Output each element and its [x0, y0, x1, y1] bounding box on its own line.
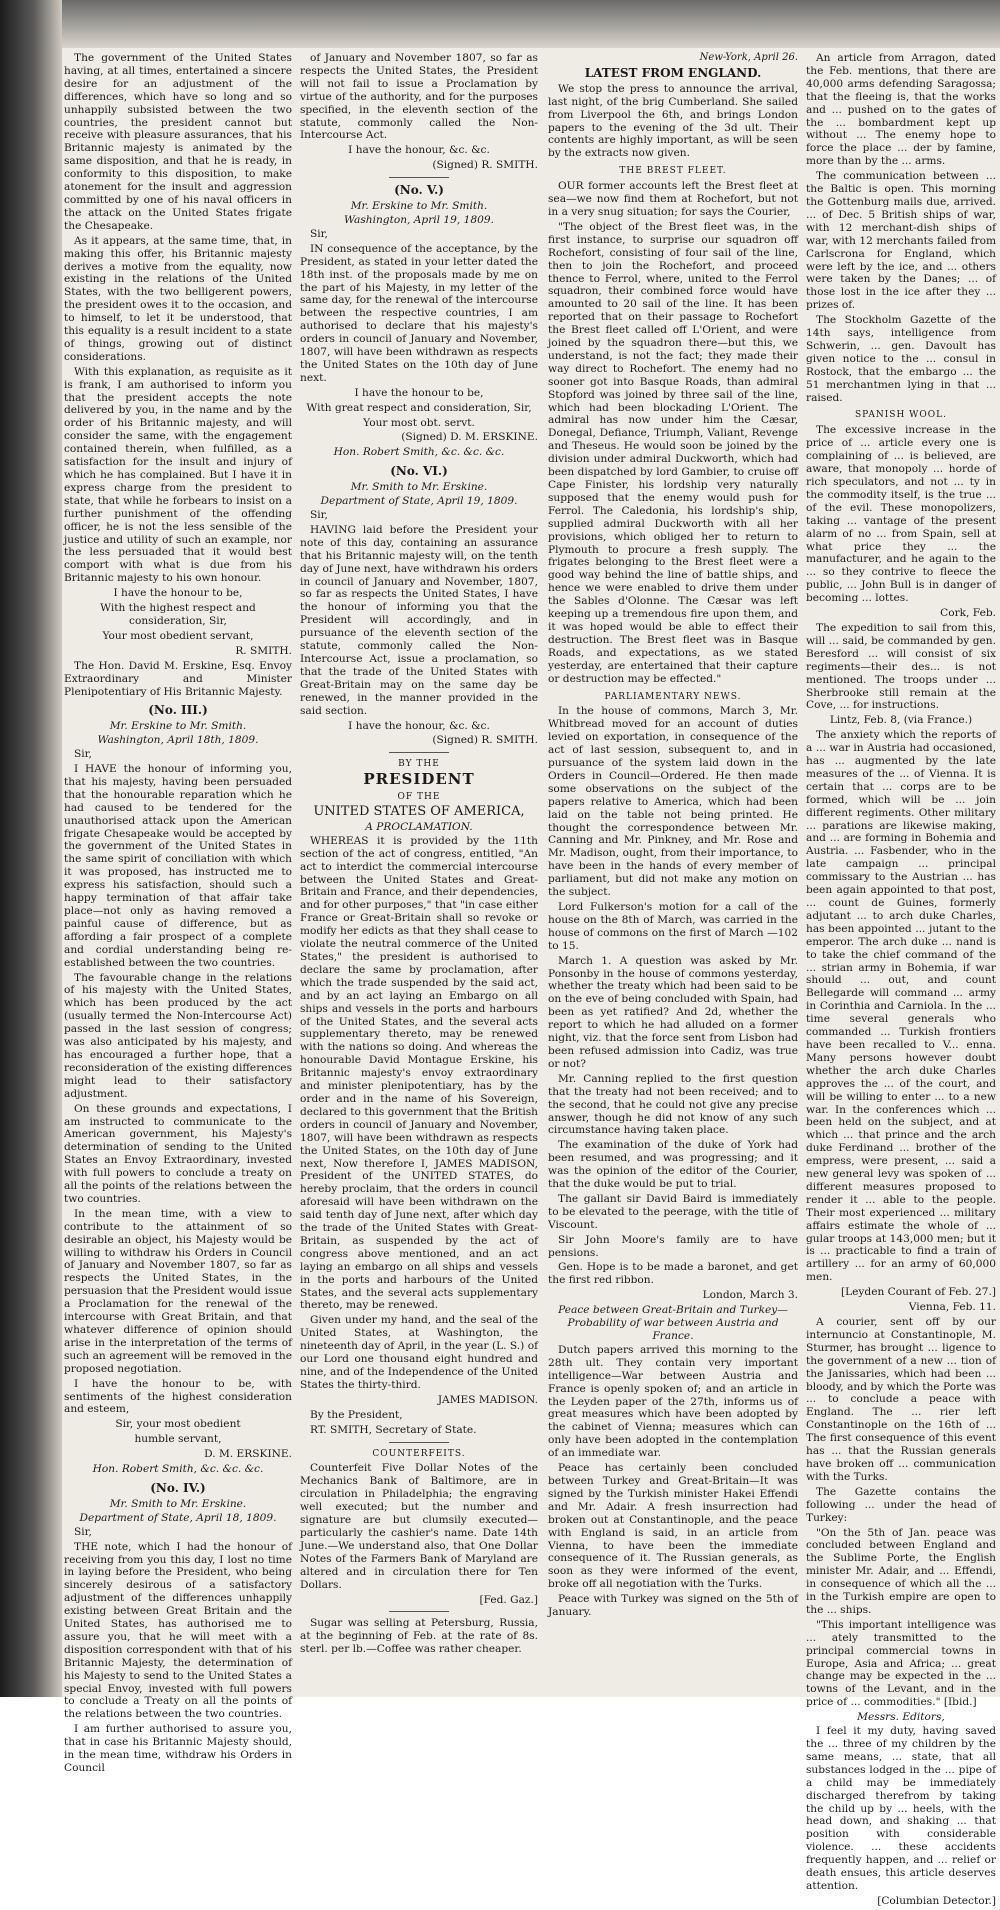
- paragraph: On these grounds and expectations, I am instructed to communicate to the American government, his Majesty's determination of sending to the United States an Envoy Extraordinary, invested with full powers to conclude a treaty on all the points of the relations between the two countries.: [64, 1102, 292, 1205]
- divider: [389, 177, 449, 178]
- paragraph: Peace has certainly been concluded between Turkey and Great-Britain—It was signed by the Turkish minister Hakei Effendi and Mr. Adair. A fresh insurrection had broken out at Constantinople, and the peace with England is said, in an article from Vienna, to have been the immediate consequence of it. The Russian generals, as soon as they were informed of the event, broke off all negotiation with the Turks.: [548, 1462, 798, 1591]
- paragraph: March 1. A question was asked by Mr. Ponsonby in the house of commons yesterday, whether the treaty which had been said to be on the eve of being concluded with Spain, had been as yet ratified? And 2d, whether the report to which he had alluded on a former night, viz. that the force sent from Lisbon had been refused admission into Cadiz, was true or not?: [548, 954, 798, 1070]
- divider: [389, 752, 449, 753]
- closing-line: Sir, your most obedient: [115, 1418, 241, 1431]
- paragraph: Given under my hand, and the seal of the United States, at Washington, the nineteenth day of April, in the year (L. S.) of our Lord one thousand eight hundred and nine, and of the Independence of the United States the thirty-third.: [300, 1314, 538, 1391]
- closing-line: Your most obt. servt.: [363, 416, 475, 429]
- dateline: London, March 3.: [702, 1289, 798, 1302]
- closing-line: I have the honour, &c. &c.: [348, 719, 490, 732]
- closing-line: I have the honour to be,: [354, 386, 484, 399]
- signature: R. SMITH.: [235, 644, 292, 657]
- paragraph: OUR former accounts left the Brest fleet at sea—we now find them at Rochefort, but not in a very snug situation; for says the Courier,: [548, 180, 798, 218]
- paragraph: I feel it my duty, having saved the ... three of my children by the same means, ... state, that all substances lodged in the ... pipe of a child may be immediately discharged therefrom by taking the child up by ... heels, with the head down, and shaking ... that position with considerable violence. ... these accidents frequently happen, and ... relief or death ensues, this article deserves attention.: [806, 1725, 996, 1892]
- proclamation-title: A PROCLAMATION.: [365, 820, 473, 833]
- signature: (Signed) R. SMITH.: [432, 734, 538, 747]
- paragraph: The gallant sir David Baird is immediately to be elevated to the peerage, with the title of Viscount.: [548, 1192, 798, 1231]
- proclamation-president: PRESIDENT: [363, 770, 475, 789]
- paragraph: The Gazette contains the following ... under the head of Turkey:: [806, 1485, 996, 1524]
- closing-line: With great respect and consideration, Sir,: [306, 401, 532, 414]
- section-number: (No. V.): [394, 183, 444, 198]
- dateline: Lintz, Feb. 8, (via France.): [829, 714, 973, 727]
- paragraph: The Stockholm Gazette of the 14th says, intelligence from Schwerin, ... gen. Davoult has given notice to the ... consul in Rostock, that the embargo ... the 51 merchantmen lying in that ... raised.: [806, 314, 996, 404]
- letter-date: Washington, April 18th, 1809.: [97, 734, 259, 747]
- paragraph: Dutch papers arrived this morning to the 28th ult. They contain very important intelligence—War between Austria and France is openly spoken of; and an article in the Leyden paper of the 27th, informs us of great measures which have been adopted by the cabinet of Vienna; measures which can only have been adopted in the contemplation of an immediate war.: [548, 1343, 798, 1460]
- article-headline: LATEST FROM ENGLAND.: [584, 65, 762, 80]
- paragraph: Sir John Moore's family are to have pensions.: [548, 1233, 798, 1259]
- dateline: New-York, April 26.: [699, 52, 798, 63]
- salutation: Sir,: [310, 227, 328, 240]
- source-attribution: [Fed. Gaz.]: [479, 1593, 538, 1606]
- closing-line: Your most obedient servant,: [102, 629, 254, 642]
- paragraph: HAVING laid before the President your note of this day, containing an assurance that his Britannic majesty will, on the tenth day of June next, have withdrawn his orders in council of January and November, 1807, so far as respects the United States, I have the honour of informing you that the President will accordingly, and in pursuance of the eleventh section of the statute, commonly called the Non-Intercourse Act, issue a proclamation, so that the trade of the United States with Great-Britain may on the same day be renewed, in the manner provided in the said section.: [300, 523, 538, 717]
- paragraph: Lord Fulkerson's motion for a call of the house on the 8th of March, was carried in the house of commons on the first of March —102 to 15.: [548, 901, 798, 952]
- letter-date: Department of State, April 19, 1809.: [320, 495, 518, 508]
- column-4: [806, 52, 996, 1910]
- closing-line: I have the honour to be,: [113, 587, 243, 600]
- letter-date: Washington, April 19, 1809.: [344, 213, 494, 226]
- article-subheading: Peace between Great-Britain and Turkey—Probability of war between Austria and France.: [558, 1304, 788, 1342]
- article-heading: THE BREST FLEET.: [619, 166, 727, 177]
- article-heading: SPANISH WOOL.: [854, 410, 948, 421]
- signature: JAMES MADISON.: [437, 1393, 538, 1406]
- article-heading: PARLIAMENTARY NEWS.: [604, 691, 742, 702]
- paragraph: In the house of commons, March 3, Mr. Whitbread moved for an account of duties levied on exportation, in consequence of the act of last session, subsequent to, and in pursuance of the system laid down in the Orders in Council—Ordered. He then made some observations on the subject of the papers relative to America, which had been laid on the table not being printed. He thought the correspondence between Mr. Canning and Mr. Pinkney, and Mr. Rose and Mr. Madison, ought, from their importance, to have been in the hands of every member of parliament, but did not make any motion on the subject.: [548, 705, 798, 899]
- section-number: (No. VI.): [390, 464, 448, 479]
- paragraph: As it appears, at the same time, that, in making this offer, his Britannic majesty derives a motive from the equality, now existing in the relations of the United States, with the two belligerent powers, the president owes it to the occasion, and to himself, to let it be understood, that this equality is a result incident to a state of things, growing out of distinct considerations.: [64, 234, 292, 363]
- signature: D. M. ERSKINE.: [204, 1448, 292, 1461]
- column-2: [300, 52, 538, 1658]
- paragraph: "This important intelligence was ... ately transmitted to the principal commercial towns in Europe, Asia and Africa; ... great change may be expected in the ... towns of the Levant, and in the price of ... commodities." [Ibid.]: [806, 1618, 996, 1709]
- signature: (Signed) R. SMITH.: [432, 159, 538, 172]
- paragraph: The government of the United States having, at all times, entertained a sincere desire for an adjustment of the differences, which have so long and so unhappily subsisted between the two countries, the president cannot but receive with pleasure assurances, that his Britannic majesty is animated by the same disposition, and that he is ready, in conformity to this disposition, to make atonement for the insult and aggression committed by one of his naval officers in the attack on the United States frigate the Chesapeake.: [64, 52, 292, 232]
- column-3: [548, 52, 798, 1621]
- paragraph: IN consequence of the acceptance, by the President, as stated in your letter dated the 18th inst. of the proposals made by me on the part of his Majesty, in my letter of the same day, for the renewal of the intercourse between the respective countries, I am authorised to declare that his majesty's orders in council of January and November, 1807, will have been withdrawn as respects the United States on the 10th day of June next.: [300, 242, 538, 384]
- addressee: Hon. Robert Smith, &c. &c. &c.: [92, 1463, 264, 1476]
- signature: (Signed) D. M. ERSKINE.: [401, 431, 538, 444]
- by-the-president: By the President,: [310, 1408, 403, 1421]
- paragraph: An article from Arragon, dated the Feb. mentions, that there are 40,000 arms defending Saragossa; that the fleeing is, that the works and ... pushed on to the gates of the ... bombardment kept up without ... The enemy hope to force the place ... der by famine, more than by the ... arms.: [806, 52, 996, 168]
- paragraph: The anxiety which the reports of a ... war in Austria had occasioned, has ... augmented by the late measures of the ... of Vienna. It is certain that ... corps are to be formed, which will be ... join different regiments. Other military ... parations are likewise making, and ... are forming in Bohemia and Austria. ... Fasbender, who in the late campaign ... principal commissary to the Austrian ... has been again appointed to that post, ... count de Guines, formerly adjutant ... to arch duke Charles, has been appointed ... jutant to the emperor. The arch duke ... nand is to take the chief command of the ... strian army in Bohemia, if war should ... out, and count Bellegarde will command ... army in Corinthia and Carniola. In the ... time several generals who commanded ... Turkish frontiers have been recalled to V... enna. Many persons however doubt whether the arch duke Charles approves the ... of the court, and will be willing to enter ... to a new war. In the conferences which ... been held on the subject, and at which ... that prince and the arch duke Ferdinand ... brother of the empress, were present, ... said a new general levy was spoken of ... different measures proposed to render it ... able to the people. Their most experienced ... military affairs estimate the whole of ... gular troops at 143,000 men; but it is ... practicable to find a train of artillery ... for an army of 60,000 men.: [806, 729, 996, 1284]
- letter-title: Mr. Smith to Mr. Erskine.: [350, 481, 488, 494]
- salutation: Sir,: [74, 748, 92, 761]
- paragraph: With this explanation, as requisite as it is frank, I am authorised to inform you that the president accepts the note delivered by you, in the name and by the order of his Britannic majesty, and will consider the same, with the engagement contained therein, when fulfilled, as a satisfaction for the insult and injury of which he has complained. But I have it in express charge from the president to state, that while he forbears to insist on a further punishment of the offending officer, he is not the less sensible of the justice and utility of such an example, nor the less persuaded that it would best comport with what is due from his Britannic majesty to his own honour.: [64, 365, 292, 585]
- secretary-of-state: RT. SMITH, Secretary of State.: [310, 1423, 477, 1436]
- paragraph: THE note, which I had the honour of receiving from you this day, I lost no time in laying before the President, who being sincerely desirous of a satisfactory adjustment of the differences unhappily existing between Great Britain and the United States, has authorised me to assure you, that he will meet with a disposition correspondent with that of his Britannic Majesty, the determination of his Majesty to send to the United States a special Envoy, invested with full powers to conclude a Treaty on all the points of the relations between the two countries.: [64, 1540, 292, 1721]
- letter-date: Department of State, April 18, 1809.: [79, 1511, 277, 1524]
- paragraph: The favourable change in the relations of his majesty with the United States, which has been produced by the act (usually termed the Non-Intercourse Act) passed in the last session of congress; was also anticipated by his majesty, and has encouraged a further hope, that a reconsideration of the existing differences might lead to their satisfactory adjustment.: [64, 971, 292, 1100]
- paragraph: Gen. Hope is to be made a baronet, and get the first red ribbon.: [548, 1261, 798, 1287]
- column-1: [64, 52, 292, 1777]
- addressee: Hon. Robert Smith, &c. &c. &c.: [333, 446, 505, 459]
- paragraph: We stop the press to announce the arrival, last night, of the brig Cumberland. She sailed from Liverpool the 6th, and brings London papers to the evening of the 3d ult. Their contents are highly important, as will be seen by the extracts now given.: [548, 82, 798, 160]
- closing-line: With the highest respect and consideration, Sir,: [100, 602, 256, 627]
- section-number: (No. IV.): [150, 1480, 206, 1495]
- paragraph: Mr. Canning replied to the first question that the treaty had not been received; and to the second, that he could not give any precise answer, though he did not know of any such circumstance having taken place.: [548, 1072, 798, 1137]
- letter-title: Mr. Erskine to Mr. Smith.: [350, 200, 488, 213]
- paragraph: "On the 5th of Jan. peace was concluded between England and the Sublime Porte, the English minister Mr. Adair, and ... Effendi, in consequence of which all the ... in the Turkish empire are open to the ... ships.: [806, 1526, 996, 1616]
- addressee: The Hon. David M. Erskine, Esq. Envoy Extraordinary and Minister Plenipotentiary of His Britannic Majesty.: [64, 659, 292, 698]
- paragraph: Sugar was selling at Petersburg, Russia, at the beginning of Feb. at the rate of 8s. sterl. per lb.—Coffee was rather cheaper.: [300, 1617, 538, 1656]
- letter-title: Mr. Erskine to Mr. Smith.: [109, 720, 247, 733]
- paragraph: The expedition to sail from this, will ... said, be commanded by gen. Beresford ... will consist of six regiments—their des... is not mentioned. The troops under ... Sherbrooke still remain at the Cove, ... for instructions.: [806, 621, 996, 712]
- closing-line: humble servant,: [134, 1433, 222, 1446]
- proclamation-usa: UNITED STATES OF AMERICA,: [313, 804, 525, 820]
- page-top-edge: [62, 0, 1000, 48]
- paragraph: The communication between ... the Baltic is open. This morning the Gottenburg mails due, arrived. ... of Dec. 5 British ships of war, with 12 merchant-dish ships of war, with 12 merchants failed from Carlscrona for England, which were left by the ice, and ... others were taken by the Danes; ... of those lost in the ice after they ... prizes of.: [806, 170, 996, 312]
- paragraph: of January and November 1807, so far as respects the United States, the President will not fail to issue a Proclamation by virtue of the authority, and for the purposes specified, in the eleventh section of the statute, commonly called the Non-Intercourse Act.: [300, 52, 538, 142]
- article-heading: COUNTERFEITS.: [372, 1448, 466, 1459]
- paragraph: I have the honour to be, with sentiments of the highest consideration and esteem,: [64, 1377, 292, 1416]
- salutation: Messrs. Editors,: [857, 1711, 945, 1724]
- page-binding-edge: [0, 0, 62, 1697]
- paragraph: The excessive increase in the price of ... article every one is complaining of ... is believed, are aware, that monopoly ... horde of rich speculators, and not ... ty in the commodity itself, is the true ... of the evil. These monopolizers, taking ... vantage of the present alarm of no ... from Spain, sell at what price they ... the manufacturer, and he again to the ... so they contrive to fleece the public, ... John Bull is in danger of becoming ... lottes.: [806, 424, 996, 605]
- paragraph: The examination of the duke of York had been resumed, and was progressing; and it was the opinion of the editor of the Courier, that the duke would be put to trial.: [548, 1139, 798, 1191]
- divider: [389, 1611, 449, 1612]
- proclamation-by-the: BY THE: [398, 759, 440, 770]
- proclamation-of-the: OF THE: [397, 792, 441, 803]
- salutation: Sir,: [310, 509, 328, 521]
- salutation: Sir,: [74, 1525, 92, 1538]
- source-attribution: [Columbian Detector.]: [877, 1894, 996, 1907]
- paragraph: I am further authorised to assure you, that in case his Britannic Majesty should, in the mean time, withdraw his Orders in Council: [64, 1723, 292, 1774]
- paragraph: Peace with Turkey was signed on the 5th of January.: [548, 1593, 798, 1619]
- paragraph: I HAVE the honour of informing you, that his majesty, having been persuaded that the honourable reparation which he had caused to be tendered for the unauthorised attack upon the American frigate Chesapeake would be accepted by the government of the United States in the same spirit of conciliation with which it was proposed, has instructed me to express his satisfaction, should such a happy termination of that affair take place—not only as having removed a painful cause of difference, but as affording a fair prospect of a complete and cordial understanding being re-established between the two countries.: [64, 763, 292, 969]
- divider: [389, 1442, 449, 1443]
- dateline: Vienna, Feb. 11.: [908, 1301, 996, 1314]
- dateline: Cork, Feb.: [940, 607, 996, 620]
- paragraph: Counterfeit Five Dollar Notes of the Mechanics Bank of Baltimore, are in circulation in Philadelphia; the engraving well executed; but the number and signature are but clumsily executed—particularly the cashier's name. Date 14th June.—We understand also, that One Dollar Notes of the Farmers Bank of Maryland are altered and in circulation there for Ten Dollars.: [300, 1462, 538, 1591]
- source-attribution: [Leyden Courant of Feb. 27.]: [840, 1286, 996, 1299]
- closing-line: I have the honour, &c. &c.: [348, 144, 490, 157]
- paragraph: In the mean time, with a view to contribute to the attainment of so desirable an object, his Majesty would be willing to withdraw his Orders in Council of January and November 1807, so far as respects the United States, in the persuasion that the President would issue a Proclamation for the renewal of the intercourse with Great Britain, and that whatever difference of opinion should arise in the interpretation of the terms of such an agreement will be removed in the proposed negotiation.: [64, 1207, 292, 1375]
- paragraph: "The object of the Brest fleet was, in the first instance, to surprise our squadron off Rochefort, consisting of four sail of the line, then to join the Rochefort, and proceed thence to Ferrol, where, united to the Ferrol squadron, their combined force would have amounted to 20 sail of the line. It has been reported that on their passage to Rochefort the Brest fleet called off L'Orient, and were joined by the squadron there—but this, we understand, is not the fact; they made their way direct to Rochefort. The enemy had no sooner got into Basque Roads, than admiral Stopford was joined by three sail of the line, which had been blockading L'Orient. The admiral has now under him the Cæsar, Donegal, Defiance, Triumph, Valiant, Revenge and Theseus. He would soon be joined by the division under admiral Duckworth, which had been dispatched by lord Gambier, to cruise off Cape Finister, his lordship very naturally supposed that the enemy would push for Ferrol. The Caledonia, his lordship's ship, supplied admiral Duckworth with all her provisions, which obliged her to return to Plymouth to procure a fresh supply. The frigates belonging to the Brest fleet were a good way behind the line of battle ships, and hence we were enabled to drive them under the Sables d'Olonne. The Cæsar was left keeping up a tremendous fire upon them, and it was hoped would be able to effect their destruction. The Brest fleet was in Basque Roads, and expectations, as we stated yesterday, are entertained that their capture or destruction may be effected.": [548, 220, 798, 685]
- letter-title: Mr. Smith to Mr. Erskine.: [109, 1497, 247, 1510]
- paragraph: WHEREAS it is provided by the 11th section of the act of congress, entitled, "An act to interdict the commercial intercourse between the United States and Great-Britain and France, and their dependencies, and for other purposes," that "in case either France or Great-Britain shall so revoke or modify her edicts as that they shall cease to violate the neutral commerce of the United States," the president is authorised to declare the same by proclamation, after which the trade suspended by the said act, and by an act laying an Embargo on all ships and vessels in the ports and harbours of the United States, and the several acts supplementary thereto, may be renewed with the nations so doing. And whereas the honourable David Montague Erskine, his Britannic majesty's envoy extraordinary and minister plenipotentiary, has by the order and in the name of his Sovereign, declared to this government that the British orders in council of January and November, 1807, will have been withdrawn as respects the United States, on the 10th day of June next, Now therefore I, JAMES MADISON, President of the UNITED STATES, do hereby proclaim, that the orders in council aforesaid will have been withdrawn on the said tenth day of June next, after which day the trade of the United States with Great-Britain, as suspended by the act of congress above mentioned, and an act laying an embargo on all ships and vessels in the ports and harbours of the United States, and the several acts supplementary thereto, may be renewed.: [300, 834, 538, 1312]
- section-number: (No. III.): [148, 703, 208, 718]
- paragraph: A courier, sent off by our internuncio at Constantinople, M. Sturmer, has brought ... ligence to the government of a new ... tion of the Janissaries, which had been ... bloody, and by which the Porte was ... to conclude a peace with England. The ... rier left Constantinople on the 16th of ... The first consequence of this event has ... that the Russian generals have broken off ... communication with the Turks.: [806, 1316, 996, 1483]
